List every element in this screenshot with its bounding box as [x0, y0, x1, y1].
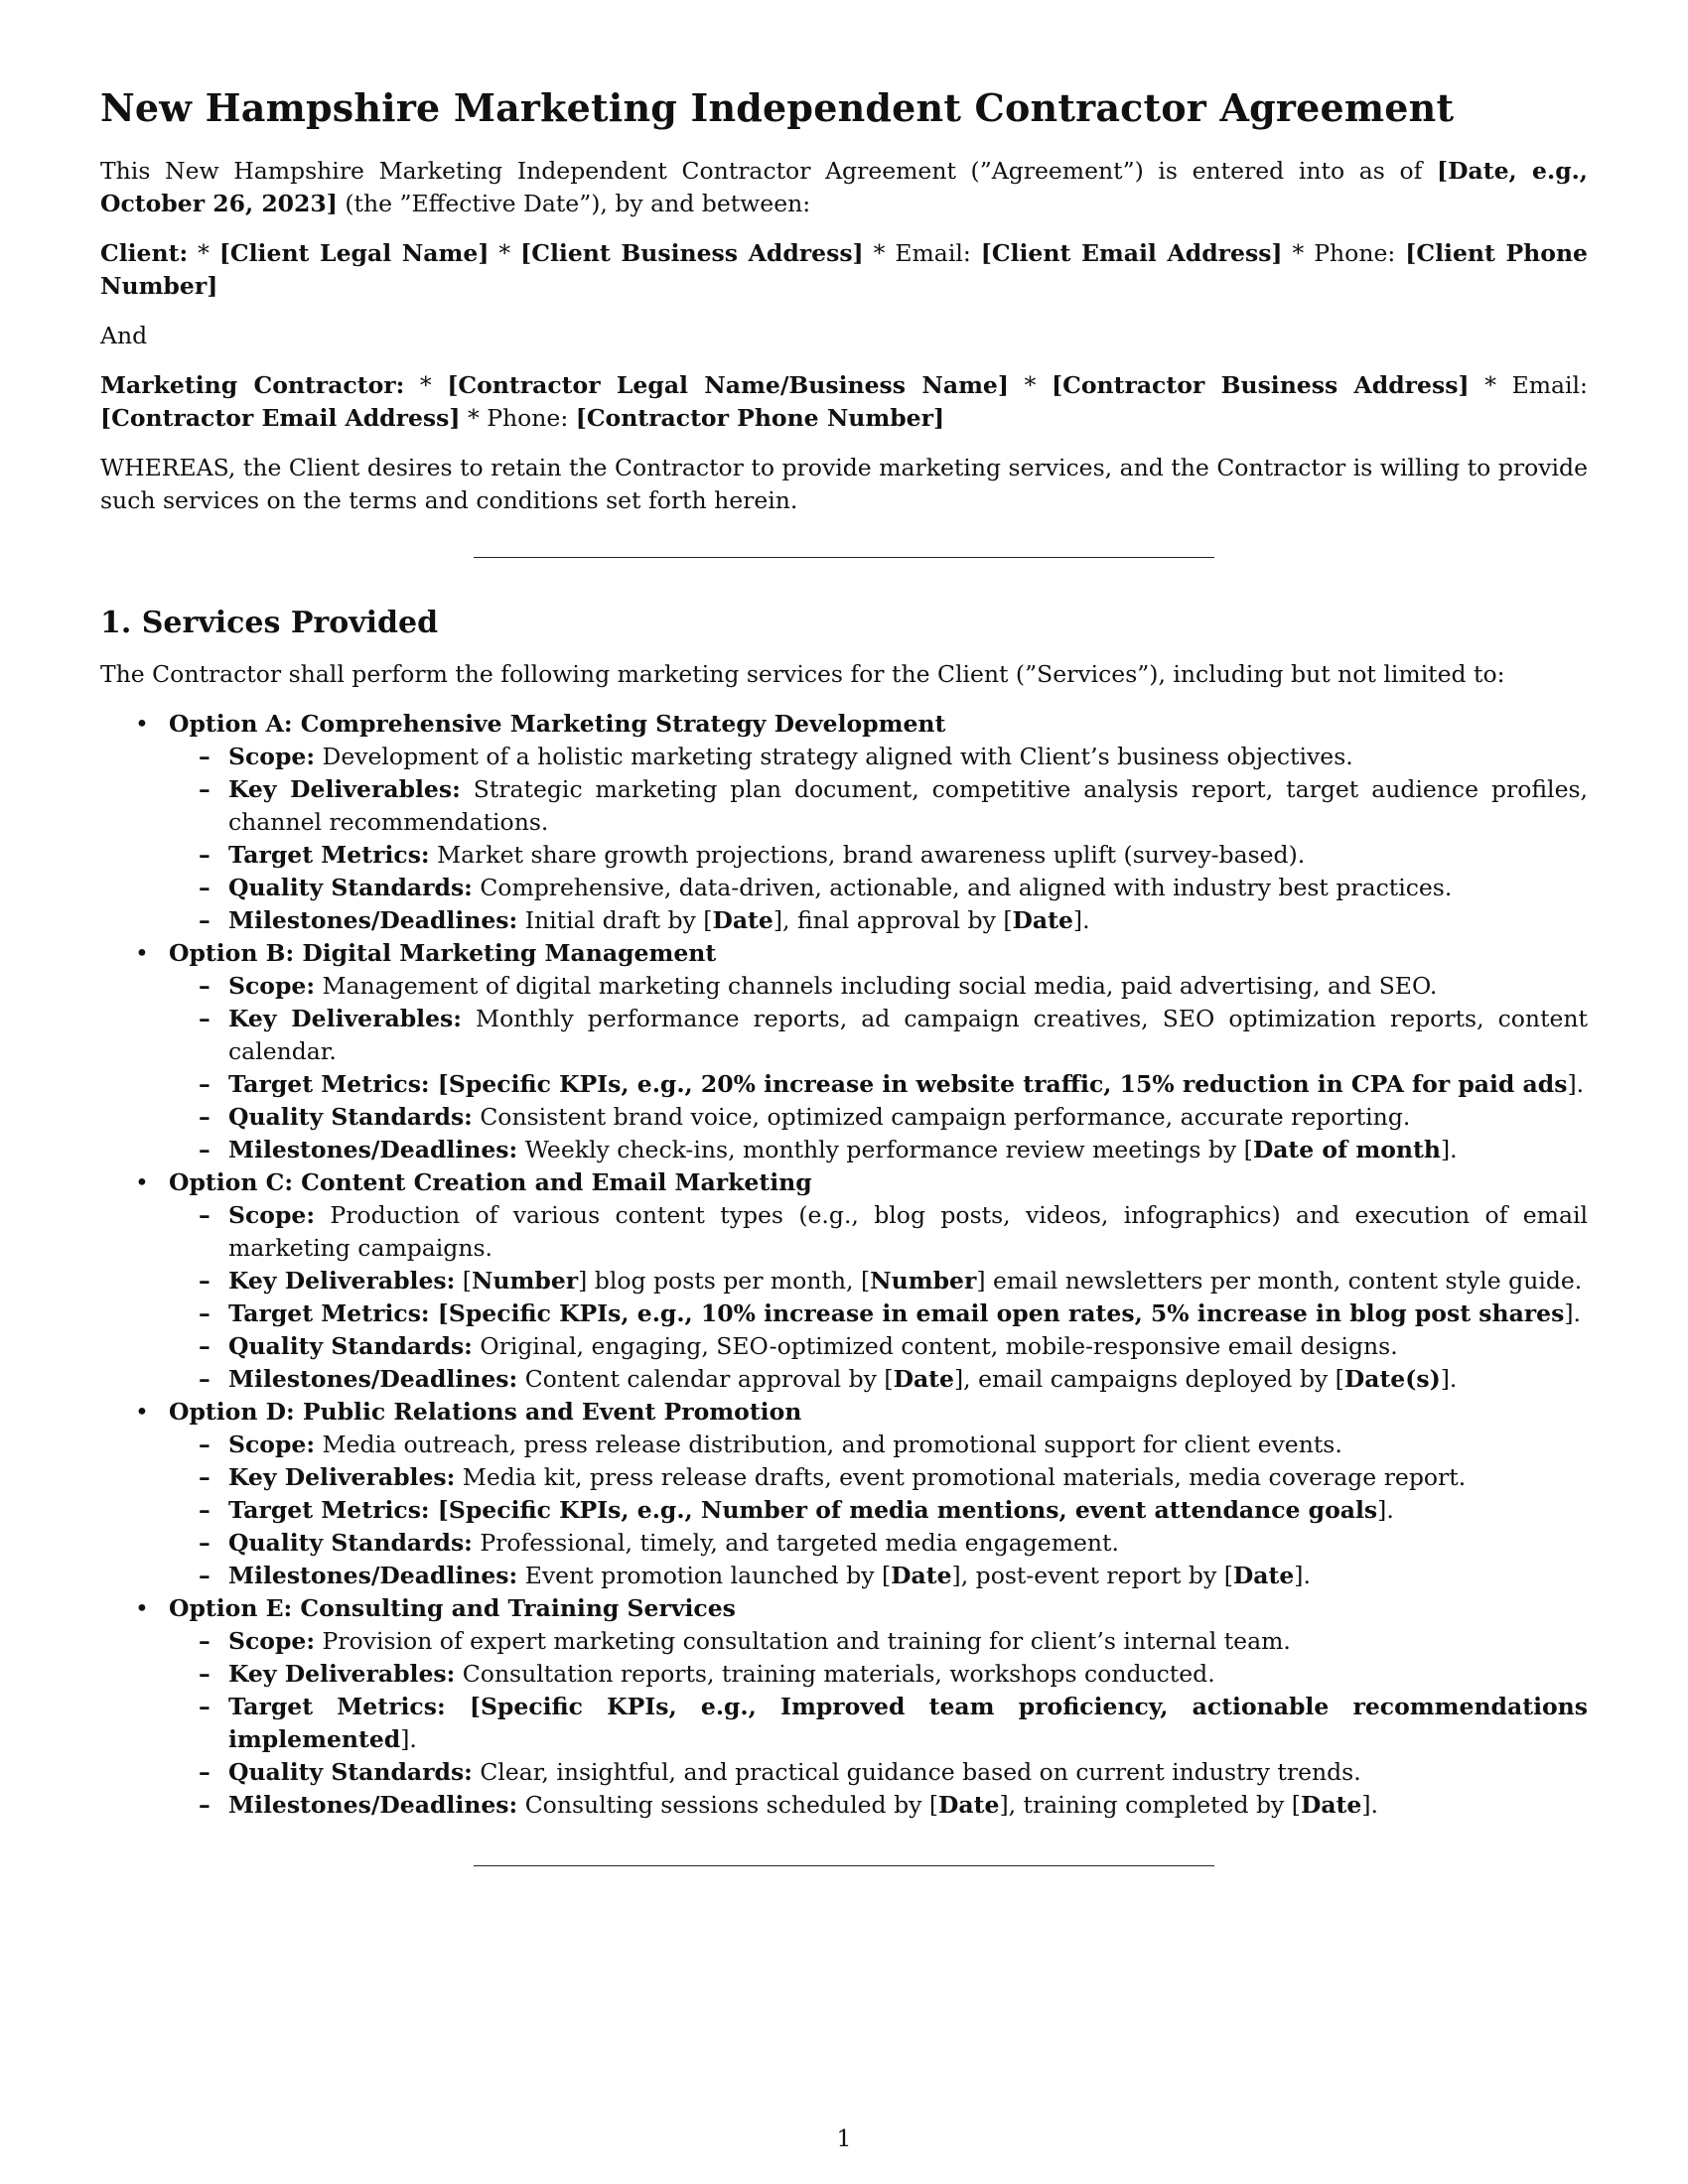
text-run: The Contractor shall perform the following marketing services for the Client (”Services”), including but not limited to:: [100, 659, 1505, 688]
bold-text-run: Scope:: [228, 742, 316, 770]
bold-text-run: Date: [891, 1561, 952, 1589]
service-option-details: [169, 1199, 1588, 1396]
bold-text-run: Target Metrics: [Specific KPIs, e.g., 10% increase in email open rates, 5% increase in blog post shares: [228, 1298, 1565, 1327]
service-detail-item: [169, 1297, 1588, 1330]
service-option-details: [169, 970, 1588, 1166]
contractor-party-block: [100, 369, 1588, 435]
text-run: Weekly check-ins, monthly performance review meetings by [: [517, 1135, 1253, 1163]
service-detail-item: [169, 1068, 1588, 1101]
text-run: *: [404, 370, 448, 399]
bold-text-run: Target Metrics: [Specific KPIs, e.g., Number of media mentions, event attendance goals: [228, 1495, 1378, 1524]
text-run: Media kit, press release drafts, event promotional materials, media coverage report.: [455, 1462, 1467, 1491]
bold-text-run: Milestones/Deadlines:: [228, 905, 518, 934]
service-detail-item: [169, 1756, 1588, 1789]
bold-text-run: [Contractor Business Address]: [1052, 370, 1470, 399]
text-run: Clear, insightful, and practical guidance based on current industry trends.: [472, 1757, 1361, 1786]
text-run: *: [1009, 370, 1053, 399]
text-run: * Phone:: [1282, 238, 1406, 267]
bold-text-run: Client:: [100, 238, 189, 267]
text-run: Media outreach, press release distribution, and promotional support for client events.: [315, 1430, 1342, 1458]
service-detail-item: [169, 1199, 1588, 1265]
text-run: Consultation reports, training materials, workshops conducted.: [455, 1659, 1215, 1688]
bold-text-run: Number: [471, 1266, 579, 1295]
text-run: *: [489, 238, 521, 267]
service-detail-item: [169, 1101, 1588, 1134]
service-detail-item: [169, 1003, 1588, 1068]
text-run: Event promotion launched by [: [517, 1561, 892, 1589]
bold-text-run: Marketing Contractor:: [100, 370, 405, 399]
text-run: (the ”Effective Date”), by and between:: [337, 189, 811, 217]
text-run: * Email:: [1469, 370, 1588, 399]
text-run: ].: [1440, 1135, 1458, 1163]
bold-text-run: Scope:: [228, 971, 316, 1000]
text-run: ].: [400, 1724, 417, 1753]
text-run: [: [455, 1266, 472, 1295]
intro-paragraph: [100, 155, 1588, 220]
bold-text-run: [Client Business Address]: [520, 238, 864, 267]
bold-text-run: Date of month: [1252, 1135, 1441, 1163]
bold-text-run: [Contractor Email Address]: [100, 403, 461, 432]
text-run: Provision of expert marketing consultation and training for client’s internal team.: [315, 1626, 1291, 1655]
client-party-block: [100, 237, 1588, 303]
bold-text-run: Date: [893, 1364, 954, 1393]
bold-text-run: Milestones/Deadlines:: [228, 1364, 518, 1393]
text-run: Content calendar approval by [: [517, 1364, 894, 1393]
text-run: ].: [1440, 1364, 1458, 1393]
service-detail-item: [169, 1330, 1588, 1363]
service-option-title: Option E: Consulting and Training Services: [169, 1593, 736, 1622]
service-detail-item: [169, 1363, 1588, 1396]
text-run: Market share growth projections, brand awareness uplift (survey-based).: [429, 840, 1306, 869]
service-detail-item: [169, 1134, 1588, 1166]
bold-text-run: [Date, e.g., October 26, 2023]: [100, 156, 1588, 217]
bold-text-run: Milestones/Deadlines:: [228, 1135, 518, 1163]
service-option: [100, 708, 1588, 937]
text-run: Development of a holistic marketing strategy aligned with Client’s business objectives.: [315, 742, 1353, 770]
service-option: [100, 1592, 1588, 1822]
bold-text-run: Date(s): [1343, 1364, 1441, 1393]
service-detail-item: [169, 1789, 1588, 1822]
bold-text-run: Scope:: [228, 1430, 316, 1458]
service-detail-item: [169, 1494, 1588, 1527]
service-option-title: Option D: Public Relations and Event Promotion: [169, 1397, 802, 1426]
service-detail-item: [169, 1560, 1588, 1592]
bold-text-run: [Contractor Legal Name/Business Name]: [447, 370, 1010, 399]
bold-text-run: Target Metrics: [Specific KPIs, e.g., 20% increase in website traffic, 15% reduction in CPA for paid ads: [228, 1069, 1568, 1098]
and-label: And: [100, 321, 148, 349]
bold-text-run: Quality Standards:: [228, 1757, 473, 1786]
text-run: ], final approval by [: [773, 905, 1013, 934]
bold-text-run: [Contractor Phone Number]: [575, 403, 945, 432]
service-detail-item: [169, 904, 1588, 937]
bold-text-run: [Client Legal Name]: [218, 238, 490, 267]
bold-text-run: Quality Standards:: [228, 1102, 473, 1131]
text-run: ], post-event report by [: [951, 1561, 1233, 1589]
text-run: ].: [1564, 1298, 1581, 1327]
text-run: Professional, timely, and targeted media engagement.: [472, 1528, 1119, 1557]
text-run: * Email:: [863, 238, 981, 267]
bold-text-run: Milestones/Deadlines:: [228, 1790, 518, 1819]
text-run: Original, engaging, SEO-optimized content, mobile-responsive email designs.: [472, 1331, 1398, 1360]
text-run: ].: [1361, 1790, 1379, 1819]
service-detail-item: [169, 839, 1588, 872]
service-detail-item: [169, 773, 1588, 839]
text-run: Consulting sessions scheduled by [: [517, 1790, 939, 1819]
service-detail-item: [169, 741, 1588, 773]
service-option: [100, 1396, 1588, 1592]
page-number: 1: [836, 2124, 852, 2152]
bold-text-run: [Client Email Address]: [980, 238, 1283, 267]
services-options-list: [100, 708, 1588, 1822]
text-run: ].: [1294, 1561, 1311, 1589]
bold-text-run: Target Metrics: [Specific KPIs, e.g., Improved team proficiency, actionable recommendations implemented: [228, 1692, 1588, 1753]
service-option-details: [169, 1625, 1588, 1822]
text-run: Initial draft by [: [517, 905, 713, 934]
text-run: * Phone:: [460, 403, 576, 432]
text-run: Management of digital marketing channels including social media, paid advertising, and SEO.: [315, 971, 1438, 1000]
bold-text-run: Milestones/Deadlines:: [228, 1561, 518, 1589]
whereas-paragraph: [100, 452, 1588, 517]
bold-text-run: [Client Phone Number]: [100, 238, 1588, 300]
bold-text-run: Number: [870, 1266, 977, 1295]
service-detail-item: [169, 1691, 1588, 1756]
text-run: ] blog posts per month, [: [578, 1266, 871, 1295]
bold-text-run: Key Deliverables:: [228, 1462, 456, 1491]
section-1-intro: [100, 658, 1588, 691]
text-run: *: [188, 238, 219, 267]
bold-text-run: Key Deliverables:: [228, 1004, 462, 1032]
bold-text-run: Date: [1012, 905, 1073, 934]
bold-text-run: Scope:: [228, 1626, 316, 1655]
service-option-details: [169, 741, 1588, 937]
service-detail-item: [169, 970, 1588, 1003]
text-run: ].: [1377, 1495, 1394, 1524]
service-option: [100, 1166, 1588, 1396]
text-run: Production of various content types (e.g., blog posts, videos, infographics) and execution of email marketing campaigns.: [228, 1200, 1588, 1262]
service-detail-item: [169, 872, 1588, 904]
service-detail-item: [169, 1429, 1588, 1461]
service-detail-item: [169, 1527, 1588, 1560]
text-run: WHEREAS, the Client desires to retain the Contractor to provide marketing services, and the Contractor is willing to provide such services on the terms and conditions set forth herein.: [100, 453, 1588, 514]
bold-text-run: Key Deliverables:: [228, 774, 461, 803]
text-run: Comprehensive, data-driven, actionable, and aligned with industry best practices.: [472, 873, 1453, 901]
bold-text-run: Date: [712, 905, 774, 934]
section-1-heading: 1. Services Provided: [100, 605, 439, 640]
text-run: ].: [1072, 905, 1090, 934]
service-option-title: Option A: Comprehensive Marketing Strategy Development: [169, 709, 946, 738]
bold-text-run: Date: [1300, 1790, 1362, 1819]
horizontal-rule: [474, 557, 1214, 558]
service-option-details: [169, 1429, 1588, 1592]
bold-text-run: Quality Standards:: [228, 873, 473, 901]
text-run: This New Hampshire Marketing Independent Contractor Agreement (”Agreement”) is entered into as of: [100, 156, 1437, 185]
text-run: Strategic marketing plan document, competitive analysis report, target audience profiles, channel recommendations.: [228, 774, 1589, 836]
service-detail-item: [169, 1265, 1588, 1297]
bold-text-run: Key Deliverables:: [228, 1266, 456, 1295]
bold-text-run: Date: [938, 1790, 1000, 1819]
bold-text-run: Date: [1232, 1561, 1295, 1589]
service-option: [100, 937, 1588, 1166]
service-detail-item: [169, 1625, 1588, 1658]
text-run: Monthly performance reports, ad campaign creatives, SEO optimization reports, content calendar.: [228, 1004, 1588, 1065]
text-run: ], email campaigns deployed by [: [953, 1364, 1344, 1393]
text-run: ], training completed by [: [999, 1790, 1301, 1819]
bold-text-run: Quality Standards:: [228, 1331, 473, 1360]
service-option-title: Option C: Content Creation and Email Marketing: [169, 1167, 812, 1196]
bold-text-run: Quality Standards:: [228, 1528, 473, 1557]
text-run: ].: [1567, 1069, 1585, 1098]
horizontal-rule: [474, 1865, 1214, 1866]
bold-text-run: Target Metrics:: [228, 840, 430, 869]
text-run: ] email newsletters per month, content style guide.: [976, 1266, 1583, 1295]
service-detail-item: [169, 1658, 1588, 1691]
bold-text-run: Scope:: [228, 1200, 316, 1229]
text-run: Consistent brand voice, optimized campaign performance, accurate reporting.: [472, 1102, 1411, 1131]
document-page: [100, 85, 1588, 1912]
document-title: New Hampshire Marketing Independent Contractor Agreement: [100, 85, 1455, 130]
service-option-title: Option B: Digital Marketing Management: [169, 938, 717, 967]
bold-text-run: Key Deliverables:: [228, 1659, 456, 1688]
service-detail-item: [169, 1461, 1588, 1494]
